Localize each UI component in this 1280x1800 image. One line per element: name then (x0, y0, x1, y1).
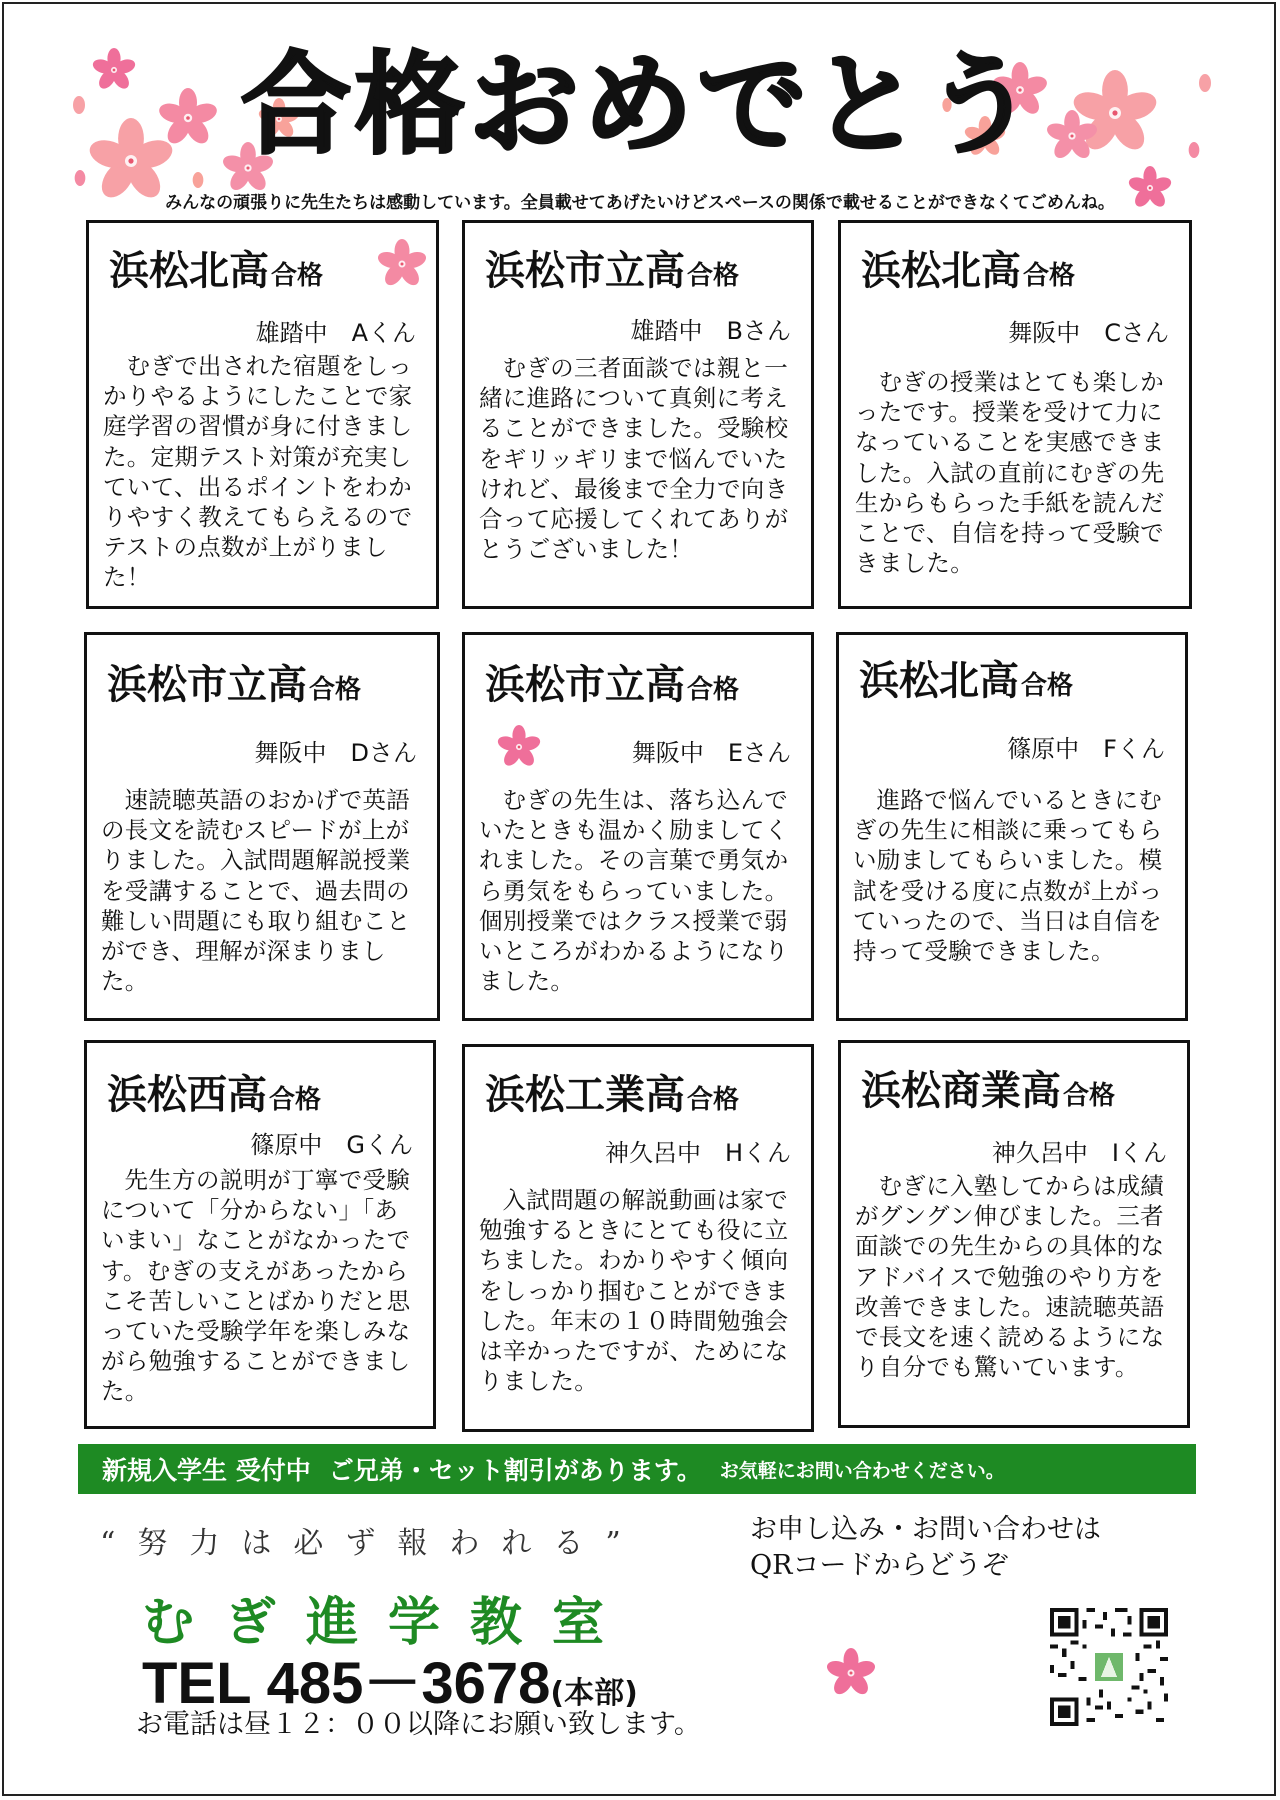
pass-suffix: 合格 (309, 675, 362, 705)
pass-suffix: 合格 (1021, 671, 1074, 701)
pass-suffix: 合格 (269, 1085, 322, 1115)
student-name: 雄踏中 Bさん (630, 317, 791, 345)
testimonial-text: 速読聴英語のおかげで英語の長文を読むスピードが上がりました。入試問題解説授業を受講することで、過去問の難しい問題にも取り組むことができ、理解が深まりました。 (101, 786, 411, 996)
banner-discount-text: ご兄弟・セット割引があります。 (328, 1456, 702, 1485)
student-name: 舞阪中 Dさん (254, 739, 417, 767)
testimonial-text: むぎの先生は、落ち込んでいたときも温かく励ましてくれました。その言葉で勇気から勇気をもらっていました。個別授業ではクラス授業で弱いところがわかるようになりました。 (479, 786, 789, 996)
petal-icon (72, 168, 88, 188)
testimonial-card (86, 220, 439, 609)
page-subtitle: みんなの頑張りに先生たちは感動しています。全員載せてあげたいけどスペースの関係で載せることができなくてごめんね。 (165, 193, 1115, 213)
call-hours-note: お電話は昼１２：００以降にお願い致します。 (136, 1709, 701, 1740)
student-name: 神久呂中 Iくん (991, 1139, 1167, 1167)
page-title: 合格おめでとう (241, 41, 1039, 169)
testimonial-card (462, 632, 814, 1021)
cherry-blossom-icon (497, 725, 541, 769)
student-name: 舞阪中 Cさん (1008, 319, 1169, 347)
qr-instruction (750, 1512, 1101, 1584)
pass-suffix: 合格 (687, 261, 740, 291)
school-name-heading: 浜松工業高合格 (485, 1072, 740, 1118)
testimonial-card (84, 632, 440, 1021)
testimonial-text: むぎの三者面談では親と一緒に進路について真剣に考えることができました。受験校をギリッギリまで悩んでいたけれど、最後まで全力で向き合って応援してくれてありがとうございました！ (479, 354, 789, 564)
student-name: 雄踏中 Aくん (255, 319, 416, 347)
pass-suffix: 合格 (1023, 261, 1076, 291)
school-name-heading: 浜松北高合格 (109, 248, 324, 294)
testimonial-text: 進路で悩んでいるときにむぎの先生に相談に乗ってもらい励ましてもらいました。模試を受ける度に点数が上がっていったので、当日は自信を持って受験できました。 (853, 786, 1163, 966)
student-name: 篠原中 Fくん (1007, 735, 1165, 763)
school-name-heading: 浜松市立高合格 (485, 662, 740, 708)
cherry-blossom-icon (377, 239, 427, 289)
banner-enrollment-text: 新規入学生 受付中 (102, 1456, 311, 1485)
petal-icon (190, 170, 206, 190)
student-name: 舞阪中 Eさん (631, 739, 791, 767)
school-name-heading: 浜松西高合格 (107, 1072, 322, 1118)
qr-instruction-line2: QRコードからどうぞ (750, 1550, 1009, 1581)
phone-note: (本部) (550, 1676, 638, 1711)
pass-suffix: 合格 (271, 261, 324, 291)
testimonial-text: むぎの授業はとても楽しかったです。授業を受けて力になっていることを実感できました。入試の直前にむぎの先生からもらった手紙を読んだことで、自信を持って受験できました。 (855, 368, 1165, 578)
testimonial-text: むぎで出された宿題をしっかりやるようにしたことで家庭学習の習慣が身に付きました。定期テスト対策が充実していて、出るポイントをわかりやすく教えてもらえるのでテストの点数が上がりました！ (103, 352, 413, 592)
school-name-heading: 浜松北高合格 (859, 658, 1074, 704)
testimonial-card (462, 220, 814, 609)
qr-code[interactable] (1050, 1608, 1168, 1726)
testimonial-text: 先生方の説明が丁寧で受験について「分からない」「あいまい」なことがなかったです。むぎの支えがあったからこそ苦しいことばかりだと思っていた受験学年を楽しみながら勉強することができました。 (101, 1166, 411, 1406)
qr-instruction-line1: お申し込み・お問い合わせは (750, 1514, 1101, 1545)
testimonial-card (838, 220, 1192, 609)
school-name-heading: 浜松市立高合格 (485, 248, 740, 294)
phone-number: TEL 485－3678(本部) (142, 1651, 638, 1716)
student-name: 篠原中 Gくん (250, 1131, 413, 1159)
motto: “努力は必ず報われる” (100, 1526, 643, 1561)
pass-suffix: 合格 (687, 1085, 740, 1115)
student-name: 神久呂中 Hくん (604, 1139, 791, 1167)
school-name-heading: 浜松市立高合格 (107, 662, 362, 708)
banner-inquiry-text: お気軽にお問い合わせください。 (719, 1459, 1005, 1482)
school-brand-name: むぎ進学教室 (142, 1593, 635, 1653)
cherry-blossom-icon (826, 1648, 876, 1698)
school-name-heading: 浜松商業高合格 (861, 1068, 1116, 1114)
testimonial-card (836, 632, 1188, 1021)
testimonial-text: 入試問題の解説動画は家で勉強するときにとても役に立ちました。わかりやすく傾向をしっかり掴むことができました。年末の１０時間勉強会は辛かったですが、ためになりました。 (479, 1186, 789, 1396)
testimonial-text: むぎに入塾してからは成績がグングン伸びました。三者面談での先生からの具体的なアドバイスで勉強のやり方を改善できました。速読聴英語で長文を速く読めるようになり自分でも驚いています。 (855, 1172, 1165, 1382)
testimonial-card (838, 1040, 1190, 1428)
school-name-heading: 浜松北高合格 (861, 248, 1076, 294)
testimonial-card (462, 1044, 814, 1432)
pass-suffix: 合格 (1063, 1081, 1116, 1111)
testimonial-card (84, 1040, 436, 1429)
pass-suffix: 合格 (687, 675, 740, 705)
enrollment-banner (78, 1444, 1196, 1494)
